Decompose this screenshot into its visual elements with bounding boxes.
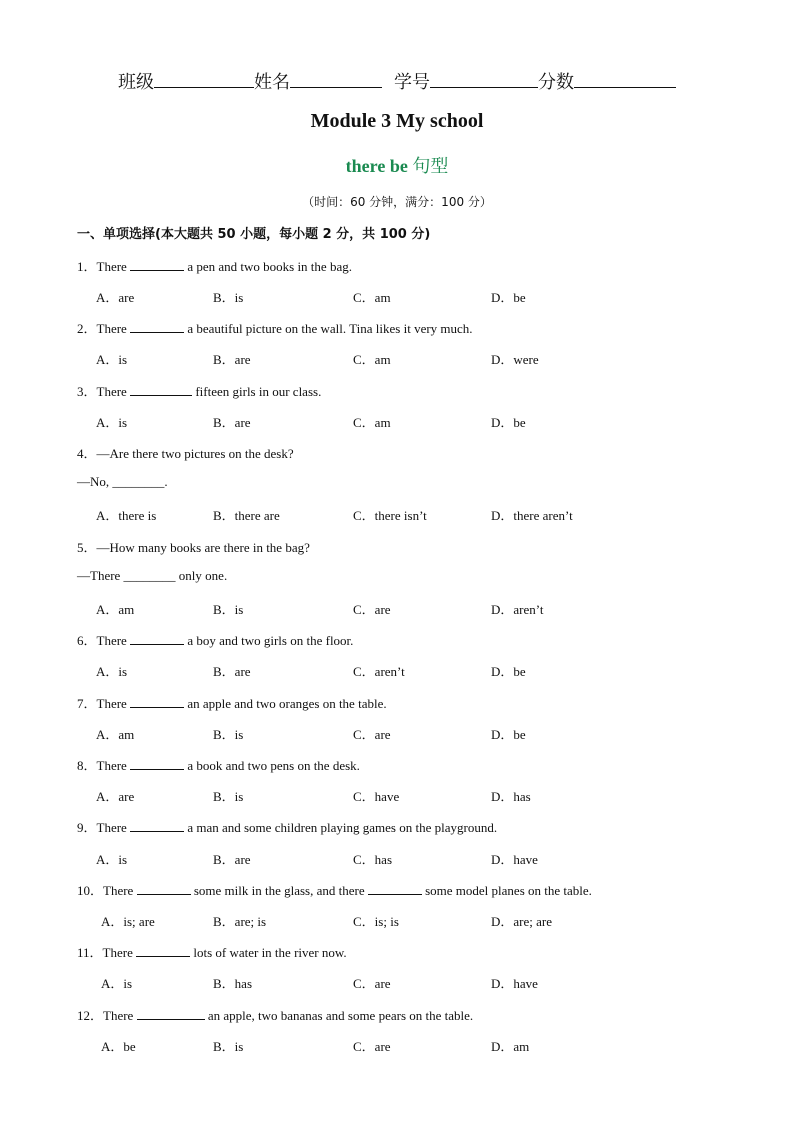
section-heading: 一、单项选择(本大题共 50 小题，每小题 2 分，共 100 分)	[77, 227, 431, 242]
question-text-end: a beautiful picture on the wall. Tina likes it very much.	[184, 321, 473, 336]
question-text: —How many books are there in the bag?	[96, 540, 310, 555]
option-b: B．is	[213, 789, 244, 804]
question-text-end: a boy and two girls on the floor.	[184, 633, 354, 648]
answer-blank	[137, 1007, 205, 1020]
option-d: D．am	[491, 1039, 530, 1054]
question-2	[77, 318, 473, 337]
question-text-start: There	[96, 321, 131, 336]
answer-blank	[137, 882, 191, 895]
question-text-start: There	[103, 883, 137, 898]
question-number: 1．	[77, 259, 97, 274]
option-c: C．am	[353, 290, 391, 305]
options-8	[96, 786, 756, 804]
name-label: 姓名	[254, 72, 290, 93]
option-c: C．are	[353, 1039, 391, 1054]
option-c: C．are	[353, 602, 391, 617]
question-number: 5．	[77, 540, 97, 555]
question-7	[77, 693, 387, 712]
option-a: A．is	[96, 352, 128, 367]
option-a: A．am	[96, 602, 135, 617]
name-blank	[290, 73, 382, 88]
option-d: D．have	[491, 976, 538, 991]
question-number: 9．	[77, 820, 97, 835]
options-4	[96, 505, 756, 523]
question-text-end: an apple, two bananas and some pears on the table.	[204, 1008, 474, 1023]
question-9	[77, 817, 497, 836]
page-subtitle	[0, 152, 794, 178]
question-12	[77, 1005, 473, 1024]
question-number: 7．	[77, 696, 97, 711]
number-blank	[430, 73, 538, 88]
options-1	[96, 287, 756, 305]
option-b: B．are	[213, 664, 251, 679]
student-info-line	[0, 68, 794, 94]
option-c: C．are	[353, 727, 391, 742]
score-blank	[574, 73, 676, 88]
question-text-start: There	[96, 259, 131, 274]
option-c: C．am	[353, 352, 391, 367]
subtitle-chinese: 句型	[412, 156, 449, 177]
question-text-end: a pen and two books in the bag.	[184, 259, 352, 274]
question-5-reply: —There ________ only one.	[77, 568, 228, 583]
option-d: D．aren’t	[491, 602, 544, 617]
option-d: D．be	[491, 290, 526, 305]
option-a: A．there is	[96, 508, 157, 523]
question-6	[77, 630, 353, 649]
option-a: A．is	[96, 852, 128, 867]
question-3	[77, 381, 321, 400]
question-text-end: some model planes on the table.	[421, 883, 592, 898]
question-text-start: There	[96, 820, 131, 835]
score-label: 分数	[538, 72, 574, 93]
question-5	[77, 537, 310, 556]
options-10	[101, 911, 761, 929]
answer-blank	[130, 632, 184, 645]
option-c: C．has	[353, 852, 393, 867]
question-4	[77, 443, 294, 462]
answer-blank	[130, 320, 184, 333]
options-6	[96, 661, 756, 679]
options-3	[96, 412, 756, 430]
answer-blank	[130, 757, 184, 770]
option-b: B．is	[213, 290, 244, 305]
option-a: A．is	[96, 415, 128, 430]
options-5	[96, 599, 756, 617]
option-d: D．were	[491, 352, 539, 367]
question-8	[77, 755, 360, 774]
option-d: D．has	[491, 789, 531, 804]
question-text-end: lots of water in the river now.	[190, 945, 347, 960]
answer-blank	[130, 383, 192, 396]
option-a: A．are	[96, 789, 135, 804]
answer-blank	[130, 695, 184, 708]
option-b: B．is	[213, 727, 244, 742]
options-7	[96, 724, 756, 742]
option-d: D．be	[491, 727, 526, 742]
option-c: C．am	[353, 415, 391, 430]
question-text-start: There	[96, 696, 131, 711]
option-a: A．is	[96, 664, 128, 679]
class-label: 班级	[118, 72, 154, 93]
question-10	[77, 880, 592, 899]
question-1	[77, 256, 352, 275]
option-b: B．is	[213, 602, 244, 617]
answer-blank	[136, 944, 190, 957]
option-b: B．are	[213, 852, 251, 867]
question-number: 2．	[77, 321, 97, 336]
question-text-start: There	[103, 1008, 137, 1023]
option-a: A．be	[101, 1039, 136, 1054]
question-text-end: an apple and two oranges on the table.	[184, 696, 387, 711]
question-number: 11．	[77, 945, 103, 960]
option-b: B．are	[213, 352, 251, 367]
option-c: C．are	[353, 976, 391, 991]
option-a: A．is	[101, 976, 133, 991]
option-d: D．there aren’t	[491, 508, 573, 523]
option-a: A．are	[96, 290, 135, 305]
option-d: D．be	[491, 664, 526, 679]
question-text-start: There	[96, 758, 131, 773]
option-c: C．aren’t	[353, 664, 405, 679]
answer-blank	[130, 258, 184, 271]
question-text-end: a man and some children playing games on the playground.	[184, 820, 498, 835]
number-label: 学号	[394, 72, 430, 93]
options-12	[101, 1036, 761, 1054]
question-number: 8．	[77, 758, 97, 773]
question-text-start: There	[96, 633, 131, 648]
options-9	[96, 849, 756, 867]
option-c: C．is; is	[353, 914, 399, 929]
option-a: A．is; are	[101, 914, 155, 929]
question-text: —Are there two pictures on the desk?	[96, 446, 294, 461]
question-number: 4．	[77, 446, 97, 461]
answer-blank	[130, 819, 184, 832]
option-b: B．is	[213, 1039, 244, 1054]
question-text-start: There	[102, 945, 137, 960]
subtitle-english: there be	[345, 156, 413, 176]
option-b: B．are	[213, 415, 251, 430]
answer-blank	[368, 882, 422, 895]
options-11	[101, 973, 761, 991]
option-c: C．have	[353, 789, 400, 804]
option-d: D．have	[491, 852, 538, 867]
option-b: B．has	[213, 976, 253, 991]
question-number: 12．	[77, 1008, 104, 1023]
option-b: B．are; is	[213, 914, 267, 929]
option-d: D．be	[491, 415, 526, 430]
option-d: D．are; are	[491, 914, 552, 929]
options-2	[96, 349, 756, 367]
question-number: 10．	[77, 883, 104, 898]
question-4-reply: —No, ________.	[77, 474, 168, 489]
option-a: A．am	[96, 727, 135, 742]
question-text-end: fifteen girls in our class.	[192, 384, 322, 399]
option-c: C．there isn’t	[353, 508, 427, 523]
question-text-start: There	[96, 384, 131, 399]
class-blank	[154, 73, 254, 88]
question-number: 3．	[77, 384, 97, 399]
question-11	[77, 942, 347, 961]
exam-meta: （时间：60 分钟，满分：100 分）	[302, 195, 492, 209]
question-text-middle: some milk in the glass, and there	[190, 883, 368, 898]
question-number: 6．	[77, 633, 97, 648]
option-b: B．there are	[213, 508, 280, 523]
page-title: Module 3 My school	[310, 110, 484, 132]
question-text-end: a book and two pens on the desk.	[184, 758, 360, 773]
